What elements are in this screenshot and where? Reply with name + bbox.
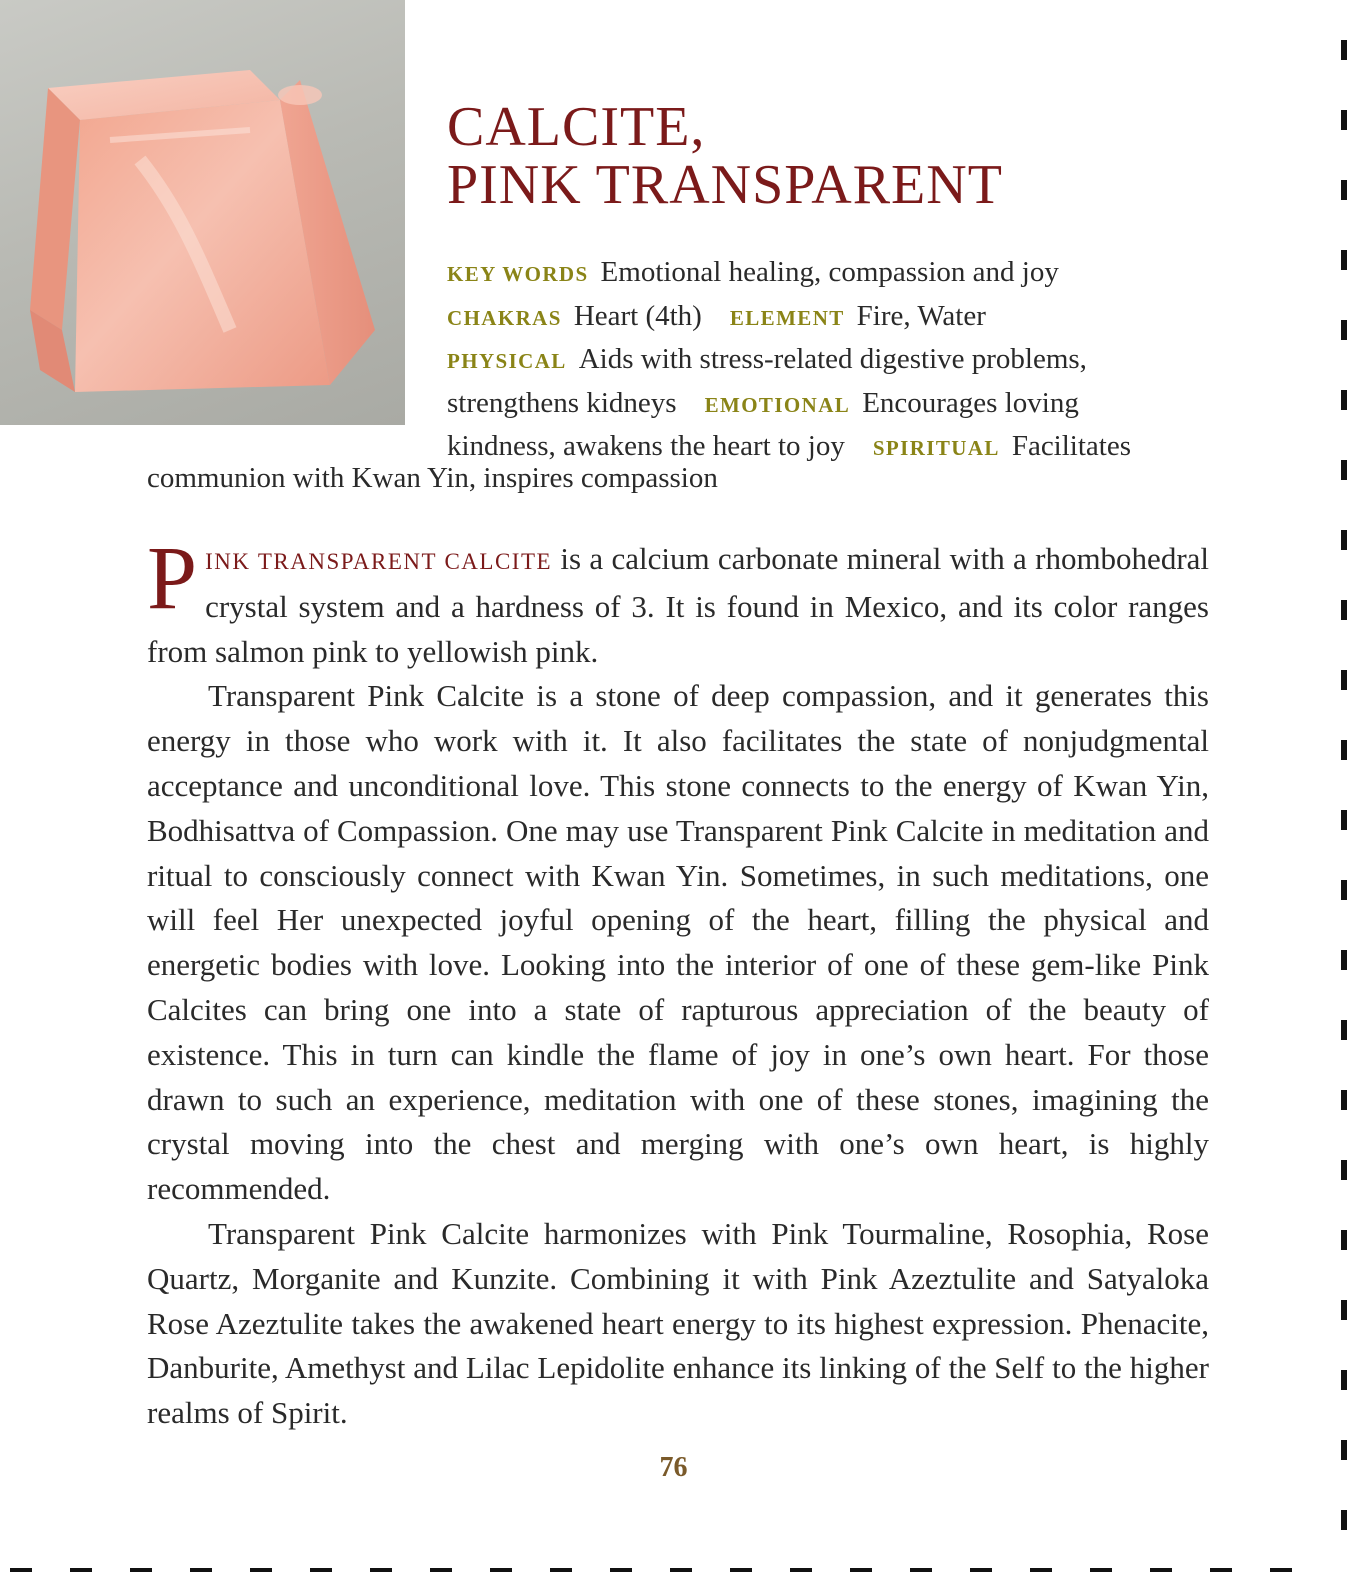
spiritual-value-2: communion with Kwan Yin, inspires compassion (147, 462, 718, 494)
bottom-edge-marks (0, 1564, 1347, 1572)
spiritual-label: SPIRITUAL (872, 436, 1000, 460)
emotional-label: EMOTIONAL (704, 392, 851, 417)
page-number: 76 (659, 1452, 688, 1483)
physical-label: PHYSICAL (447, 349, 567, 373)
paragraph-1 (147, 529, 1210, 674)
key-words-label: KEY WORDS (447, 262, 589, 286)
physical-value-1: Aids with stress-related digestive problems, (578, 343, 1087, 375)
key-words-row (447, 252, 1227, 296)
emotional-value-2: kindness, awakens the heart to joy (447, 430, 845, 462)
paragraph-1-text: is a calcium carbonate mineral with a rhombohedral crystal system and a hardness of 3. It is found in Mexico, and its color ranges from salmon pink to yellowish pink. (147, 541, 1210, 669)
crystal-photo (0, 0, 405, 425)
emotional-value-1: Encourages loving (862, 386, 1079, 419)
lead-in: INK TRANSPARENT CALCITE (205, 549, 553, 574)
title-line-2: PINK TRANSPARENT (447, 154, 1003, 216)
chakras-value: Heart (4th) (573, 299, 702, 332)
entry-title (447, 98, 1147, 214)
crystal-illustration (0, 0, 405, 425)
paragraph-2: Transparent Pink Calcite is a stone of deep compassion, and it generates this energy in those who work with it. It also facilitates the state of nonjudgmental acceptance and unconditional love. This stone connects to the energy of Kwan Yin, Bodhisattva of Compassion. One may use Transparent Pink Calcite in meditation and ritual to consciously connect with Kwan Yin. Sometimes, in such meditations, one will feel Her unexpected joyful opening of the heart, filling the physical and energetic bodies with love. Looking into the interior of one of these gem-like Pink Calcites can bring one into a state of rapturous appreciation of the beauty of existence. This in turn can kindle the flame of joy in one’s own heart. For those drawn to such an experience, meditation with one of these stones, imagining the crystal moving into the chest and merging with one’s own heart, is highly recommended. (147, 678, 1209, 1207)
element-label: ELEMENT (729, 305, 845, 330)
chakras-label: CHAKRAS (447, 305, 562, 330)
properties-block (447, 252, 1227, 470)
key-words-value: Emotional healing, compassion and joy (600, 256, 1059, 288)
physical-value-2: strengthens kidneys (447, 386, 677, 419)
chakras-element-row (447, 296, 1227, 340)
physical-row (447, 339, 1227, 383)
element-value: Fire, Water (856, 299, 986, 332)
drop-cap: P (147, 529, 198, 628)
entry-body (147, 529, 1210, 1436)
title-line-1: CALCITE, (447, 96, 706, 158)
right-edge-marks (1339, 0, 1347, 1572)
paragraph-3: Transparent Pink Calcite harmonizes with Pink Tourmaline, Rosophia, Rose Quartz, Morganite and Kunzite. Combining it with Pink Azeztulite and Satyaloka Rose Azeztulite takes the awakened heart energy to its highest expression. Phenacite, Danburite, Amethyst and Lilac Lepidolite enhance its linking of the Self to the higher realms of Spirit. (147, 1215, 1209, 1431)
physical-emotional-row (447, 383, 1227, 427)
spiritual-value-1: Facilitates (1011, 430, 1131, 462)
